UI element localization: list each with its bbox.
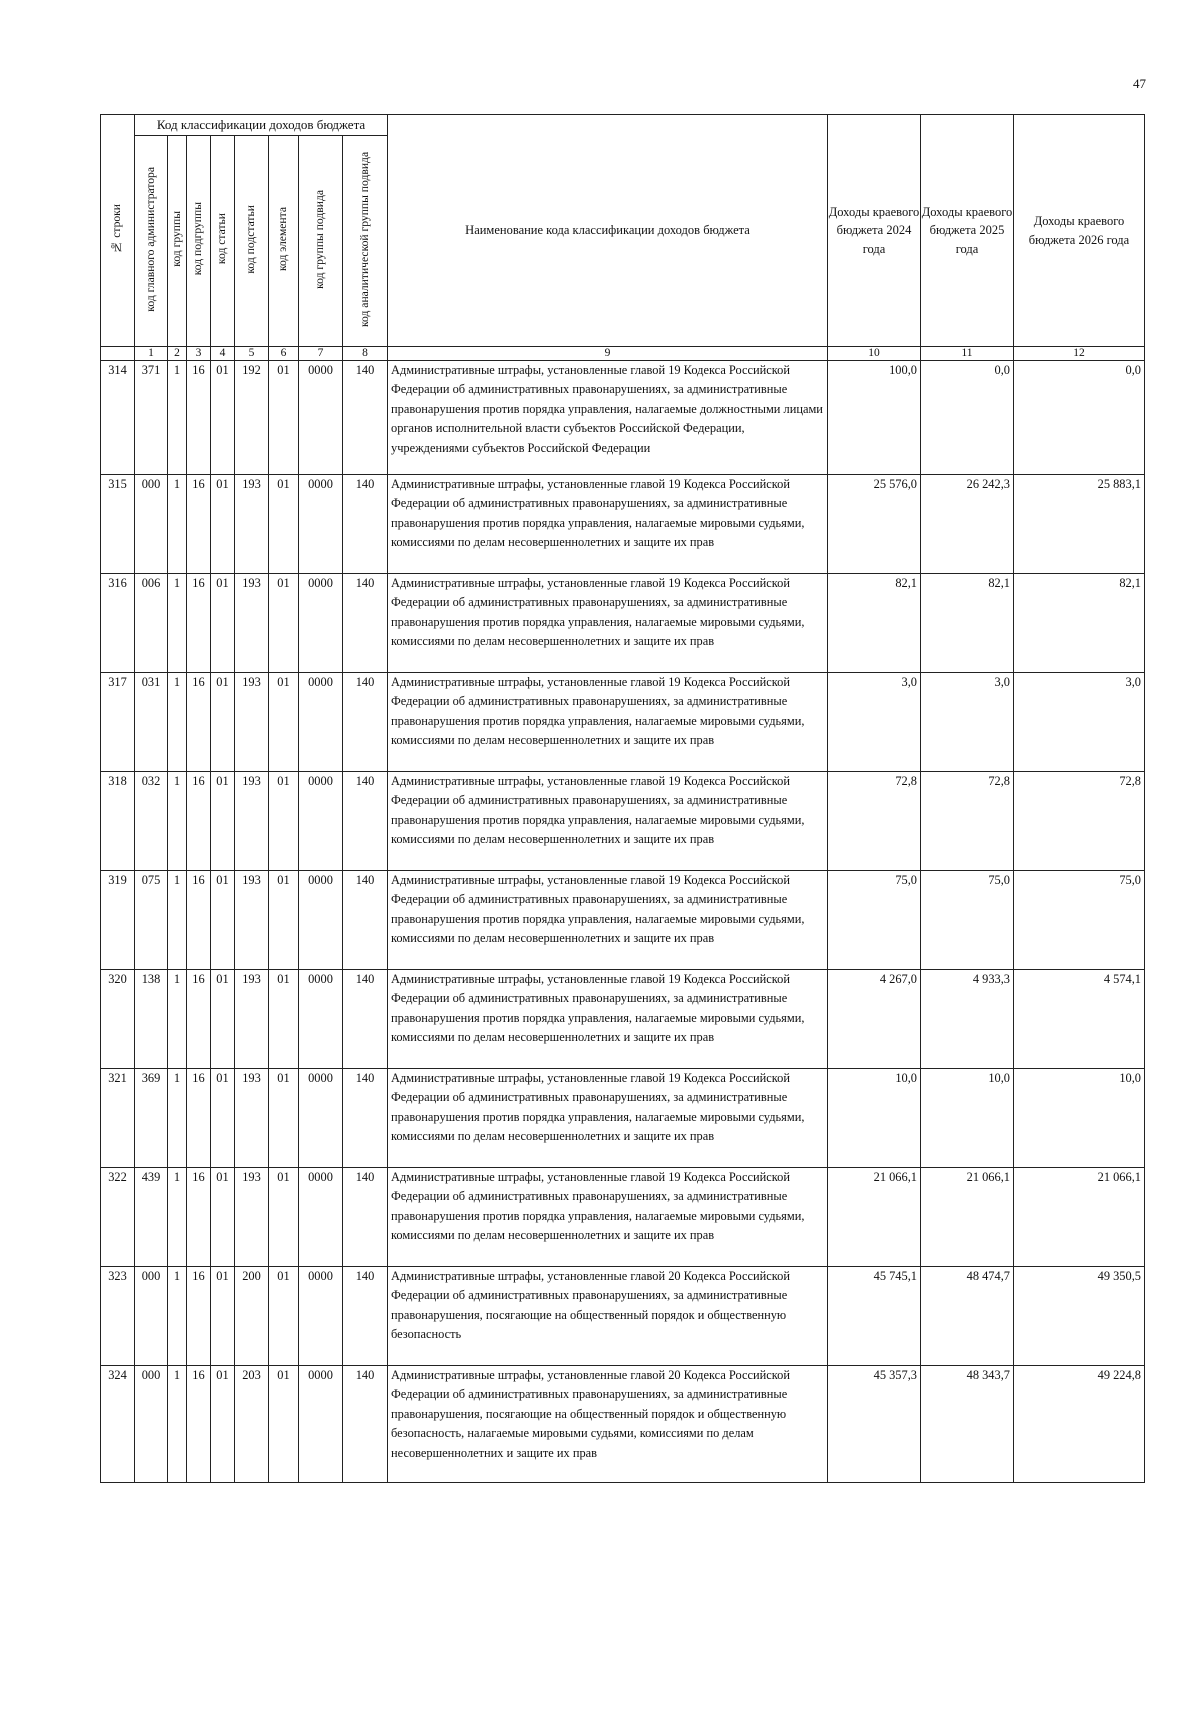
- revenue-2025-cell: 4 933,3: [921, 970, 1014, 1069]
- code-name-cell: Административные штрафы, установленные главой 19 Кодекса Российской Федерации об административных правонарушениях, за административные правонарушения против порядка управления, налагаемые мировыми судьями, комиссиями по делам несовершеннолетних и защите их прав: [388, 1168, 828, 1267]
- revenue-2024-cell: 25 576,0: [828, 475, 921, 574]
- code-name-cell: Административные штрафы, установленные главой 19 Кодекса Российской Федерации об административных правонарушениях, за административные правонарушения против порядка управления, налагаемые должностными лицами органов исполнительной власти субъектов Российской Федерации, учреждениями субъектов Российской Федерации: [388, 361, 828, 475]
- row-number-cell: 323: [101, 1267, 135, 1366]
- admin-code-cell: 000: [135, 1366, 168, 1483]
- element-code-cell: 01: [269, 970, 299, 1069]
- revenue-2026-cell: 21 066,1: [1014, 1168, 1145, 1267]
- header-code-group-title: Код классификации доходов бюджета: [135, 115, 388, 136]
- header-subkind-group-code: код группы подвида: [299, 136, 343, 347]
- element-code-cell: 01: [269, 1366, 299, 1483]
- column-number-row: [101, 347, 1145, 361]
- code-name-cell: Административные штрафы, установленные главой 19 Кодекса Российской Федерации об административных правонарушениях, за административные правонарушения против порядка управления, налагаемые мировыми судьями, комиссиями по делам несовершеннолетних и защите их прав: [388, 475, 828, 574]
- substat-code-cell: 193: [235, 475, 269, 574]
- subkind-group-code-cell: 0000: [299, 772, 343, 871]
- substat-code-cell: 193: [235, 970, 269, 1069]
- revenue-2024-cell: 45 745,1: [828, 1267, 921, 1366]
- table-row: [101, 361, 1145, 475]
- revenue-2026-cell: 25 883,1: [1014, 475, 1145, 574]
- substat-code-cell: 192: [235, 361, 269, 475]
- article-code-cell: 01: [211, 772, 235, 871]
- admin-code-cell: 138: [135, 970, 168, 1069]
- row-number-cell: 321: [101, 1069, 135, 1168]
- subgroup-code-cell: 16: [187, 970, 211, 1069]
- substat-code-cell: 193: [235, 871, 269, 970]
- analytic-group-code-cell: 140: [343, 1168, 388, 1267]
- table-row: [101, 772, 1145, 871]
- table-row: [101, 1366, 1145, 1483]
- admin-code-cell: 075: [135, 871, 168, 970]
- subkind-group-code-cell: 0000: [299, 1366, 343, 1483]
- column-number: 2: [168, 347, 187, 361]
- substat-code-cell: 193: [235, 1069, 269, 1168]
- column-number: 11: [921, 347, 1014, 361]
- article-code-cell: 01: [211, 1168, 235, 1267]
- analytic-group-code-cell: 140: [343, 574, 388, 673]
- row-number-cell: 319: [101, 871, 135, 970]
- header-admin-code: код главного администратора: [135, 136, 168, 347]
- revenue-2024-cell: 21 066,1: [828, 1168, 921, 1267]
- row-number-cell: 315: [101, 475, 135, 574]
- element-code-cell: 01: [269, 574, 299, 673]
- code-name-cell: Административные штрафы, установленные главой 19 Кодекса Российской Федерации об административных правонарушениях, за административные правонарушения против порядка управления, налагаемые мировыми судьями, комиссиями по делам несовершеннолетних и защите их прав: [388, 1069, 828, 1168]
- group-code-cell: 1: [168, 772, 187, 871]
- revenue-2025-cell: 48 474,7: [921, 1267, 1014, 1366]
- substat-code-cell: 193: [235, 772, 269, 871]
- column-number: 5: [235, 347, 269, 361]
- header-subgroup-code: код подгруппы: [187, 136, 211, 347]
- analytic-group-code-cell: 140: [343, 1366, 388, 1483]
- row-number-cell: 317: [101, 673, 135, 772]
- code-name-cell: Административные штрафы, установленные главой 19 Кодекса Российской Федерации об административных правонарушениях, за административные правонарушения против порядка управления, налагаемые мировыми судьями, комиссиями по делам несовершеннолетних и защите их прав: [388, 772, 828, 871]
- article-code-cell: 01: [211, 361, 235, 475]
- analytic-group-code-cell: 140: [343, 970, 388, 1069]
- revenue-2025-cell: 26 242,3: [921, 475, 1014, 574]
- code-name-cell: Административные штрафы, установленные главой 20 Кодекса Российской Федерации об административных правонарушениях, за административные правонарушения, посягающие на общественный порядок и общественную безопасность: [388, 1267, 828, 1366]
- revenue-2026-cell: 10,0: [1014, 1069, 1145, 1168]
- column-number: 3: [187, 347, 211, 361]
- table-row: [101, 1267, 1145, 1366]
- group-code-cell: 1: [168, 673, 187, 772]
- table-row: [101, 475, 1145, 574]
- column-number: 8: [343, 347, 388, 361]
- revenue-2025-cell: 21 066,1: [921, 1168, 1014, 1267]
- row-number-cell: 320: [101, 970, 135, 1069]
- column-number: 7: [299, 347, 343, 361]
- article-code-cell: 01: [211, 871, 235, 970]
- revenue-2024-cell: 45 357,3: [828, 1366, 921, 1483]
- header-element-code: код элемента: [269, 136, 299, 347]
- subkind-group-code-cell: 0000: [299, 1267, 343, 1366]
- element-code-cell: 01: [269, 1069, 299, 1168]
- column-number: 12: [1014, 347, 1145, 361]
- admin-code-cell: 439: [135, 1168, 168, 1267]
- revenue-2026-cell: 4 574,1: [1014, 970, 1145, 1069]
- article-code-cell: 01: [211, 1366, 235, 1483]
- group-code-cell: 1: [168, 871, 187, 970]
- revenue-2026-cell: 82,1: [1014, 574, 1145, 673]
- analytic-group-code-cell: 140: [343, 1069, 388, 1168]
- subkind-group-code-cell: 0000: [299, 574, 343, 673]
- revenue-2025-cell: 75,0: [921, 871, 1014, 970]
- analytic-group-code-cell: 140: [343, 475, 388, 574]
- subkind-group-code-cell: 0000: [299, 1168, 343, 1267]
- analytic-group-code-cell: 140: [343, 361, 388, 475]
- subkind-group-code-cell: 0000: [299, 1069, 343, 1168]
- code-name-cell: Административные штрафы, установленные главой 19 Кодекса Российской Федерации об административных правонарушениях, за административные правонарушения против порядка управления, налагаемые мировыми судьями, комиссиями по делам несовершеннолетних и защите их прав: [388, 871, 828, 970]
- revenue-2026-cell: 49 224,8: [1014, 1366, 1145, 1483]
- admin-code-cell: 369: [135, 1069, 168, 1168]
- revenue-2024-cell: 75,0: [828, 871, 921, 970]
- element-code-cell: 01: [269, 772, 299, 871]
- header-substat-code: код подстатьи: [235, 136, 269, 347]
- row-number-cell: 314: [101, 361, 135, 475]
- revenue-2025-cell: 3,0: [921, 673, 1014, 772]
- table-body: [101, 361, 1145, 1483]
- analytic-group-code-cell: 140: [343, 673, 388, 772]
- article-code-cell: 01: [211, 970, 235, 1069]
- analytic-group-code-cell: 140: [343, 772, 388, 871]
- column-number: 4: [211, 347, 235, 361]
- article-code-cell: 01: [211, 673, 235, 772]
- code-name-cell: Административные штрафы, установленные главой 19 Кодекса Российской Федерации об административных правонарушениях, за административные правонарушения против порядка управления, налагаемые мировыми судьями, комиссиями по делам несовершеннолетних и защите их прав: [388, 574, 828, 673]
- header-article-code: код статьи: [211, 136, 235, 347]
- substat-code-cell: 203: [235, 1366, 269, 1483]
- subgroup-code-cell: 16: [187, 871, 211, 970]
- header-row-top: [101, 115, 1145, 136]
- substat-code-cell: 193: [235, 673, 269, 772]
- substat-code-cell: 200: [235, 1267, 269, 1366]
- revenue-2026-cell: 75,0: [1014, 871, 1145, 970]
- revenue-2024-cell: 4 267,0: [828, 970, 921, 1069]
- column-number: 1: [135, 347, 168, 361]
- group-code-cell: 1: [168, 1168, 187, 1267]
- admin-code-cell: 006: [135, 574, 168, 673]
- table-row: [101, 970, 1145, 1069]
- admin-code-cell: 000: [135, 475, 168, 574]
- revenue-2026-cell: 72,8: [1014, 772, 1145, 871]
- column-number: 10: [828, 347, 921, 361]
- admin-code-cell: 032: [135, 772, 168, 871]
- revenue-2024-cell: 10,0: [828, 1069, 921, 1168]
- revenue-2026-cell: 0,0: [1014, 361, 1145, 475]
- subgroup-code-cell: 16: [187, 673, 211, 772]
- subgroup-code-cell: 16: [187, 772, 211, 871]
- header-revenue-2025: Доходы краевого бюджета 2025 года: [921, 115, 1014, 347]
- code-name-cell: Административные штрафы, установленные главой 19 Кодекса Российской Федерации об административных правонарушениях, за административные правонарушения против порядка управления, налагаемые мировыми судьями, комиссиями по делам несовершеннолетних и защите их прав: [388, 970, 828, 1069]
- row-number-cell: 324: [101, 1366, 135, 1483]
- revenue-2024-cell: 3,0: [828, 673, 921, 772]
- element-code-cell: 01: [269, 361, 299, 475]
- code-name-cell: Административные штрафы, установленные главой 20 Кодекса Российской Федерации об административных правонарушениях, за административные правонарушения, посягающие на общественный порядок и общественную безопасность, налагаемые мировыми судьями, комиссиями по делам несовершеннолетних и защите их прав: [388, 1366, 828, 1483]
- page-number: 47: [1133, 76, 1146, 91]
- group-code-cell: 1: [168, 1366, 187, 1483]
- element-code-cell: 01: [269, 871, 299, 970]
- budget-revenue-table: [100, 114, 1145, 1483]
- table-row: [101, 1168, 1145, 1267]
- column-number: 6: [269, 347, 299, 361]
- code-name-cell: Административные штрафы, установленные главой 19 Кодекса Российской Федерации об административных правонарушениях, за административные правонарушения против порядка управления, налагаемые мировыми судьями, комиссиями по делам несовершеннолетних и защите их прав: [388, 673, 828, 772]
- subgroup-code-cell: 16: [187, 361, 211, 475]
- subkind-group-code-cell: 0000: [299, 361, 343, 475]
- group-code-cell: 1: [168, 1069, 187, 1168]
- subgroup-code-cell: 16: [187, 574, 211, 673]
- revenue-2024-cell: 82,1: [828, 574, 921, 673]
- header-revenue-2026: Доходы краевого бюджета 2026 года: [1014, 115, 1145, 347]
- element-code-cell: 01: [269, 673, 299, 772]
- substat-code-cell: 193: [235, 1168, 269, 1267]
- element-code-cell: 01: [269, 1168, 299, 1267]
- element-code-cell: 01: [269, 475, 299, 574]
- subgroup-code-cell: 16: [187, 1168, 211, 1267]
- substat-code-cell: 193: [235, 574, 269, 673]
- group-code-cell: 1: [168, 970, 187, 1069]
- subkind-group-code-cell: 0000: [299, 970, 343, 1069]
- table-row: [101, 871, 1145, 970]
- revenue-2025-cell: 48 343,7: [921, 1366, 1014, 1483]
- row-number-cell: 322: [101, 1168, 135, 1267]
- article-code-cell: 01: [211, 574, 235, 673]
- header-revenue-2024: Доходы краевого бюджета 2024 года: [828, 115, 921, 347]
- table-row: [101, 673, 1145, 772]
- table-row: [101, 1069, 1145, 1168]
- element-code-cell: 01: [269, 1267, 299, 1366]
- admin-code-cell: 031: [135, 673, 168, 772]
- article-code-cell: 01: [211, 475, 235, 574]
- group-code-cell: 1: [168, 361, 187, 475]
- revenue-2025-cell: 10,0: [921, 1069, 1014, 1168]
- subgroup-code-cell: 16: [187, 475, 211, 574]
- revenue-2025-cell: 0,0: [921, 361, 1014, 475]
- subkind-group-code-cell: 0000: [299, 475, 343, 574]
- analytic-group-code-cell: 140: [343, 1267, 388, 1366]
- subkind-group-code-cell: 0000: [299, 871, 343, 970]
- article-code-cell: 01: [211, 1267, 235, 1366]
- subgroup-code-cell: 16: [187, 1069, 211, 1168]
- header-code-name: Наименование кода классификации доходов бюджета: [388, 115, 828, 347]
- subkind-group-code-cell: 0000: [299, 673, 343, 772]
- header-group-code: код группы: [168, 136, 187, 347]
- group-code-cell: 1: [168, 574, 187, 673]
- subgroup-code-cell: 16: [187, 1366, 211, 1483]
- group-code-cell: 1: [168, 475, 187, 574]
- admin-code-cell: 371: [135, 361, 168, 475]
- revenue-2024-cell: 72,8: [828, 772, 921, 871]
- group-code-cell: 1: [168, 1267, 187, 1366]
- column-number: 9: [388, 347, 828, 361]
- article-code-cell: 01: [211, 1069, 235, 1168]
- row-number-cell: 318: [101, 772, 135, 871]
- revenue-2026-cell: 3,0: [1014, 673, 1145, 772]
- column-number: [101, 347, 135, 361]
- revenue-2024-cell: 100,0: [828, 361, 921, 475]
- subgroup-code-cell: 16: [187, 1267, 211, 1366]
- admin-code-cell: 000: [135, 1267, 168, 1366]
- row-number-cell: 316: [101, 574, 135, 673]
- revenue-2025-cell: 72,8: [921, 772, 1014, 871]
- header-analytic-group-code: код аналитической группы подвида: [343, 136, 388, 347]
- revenue-2025-cell: 82,1: [921, 574, 1014, 673]
- header-row-number: № строки: [101, 115, 135, 347]
- analytic-group-code-cell: 140: [343, 871, 388, 970]
- table-row: [101, 574, 1145, 673]
- revenue-2026-cell: 49 350,5: [1014, 1267, 1145, 1366]
